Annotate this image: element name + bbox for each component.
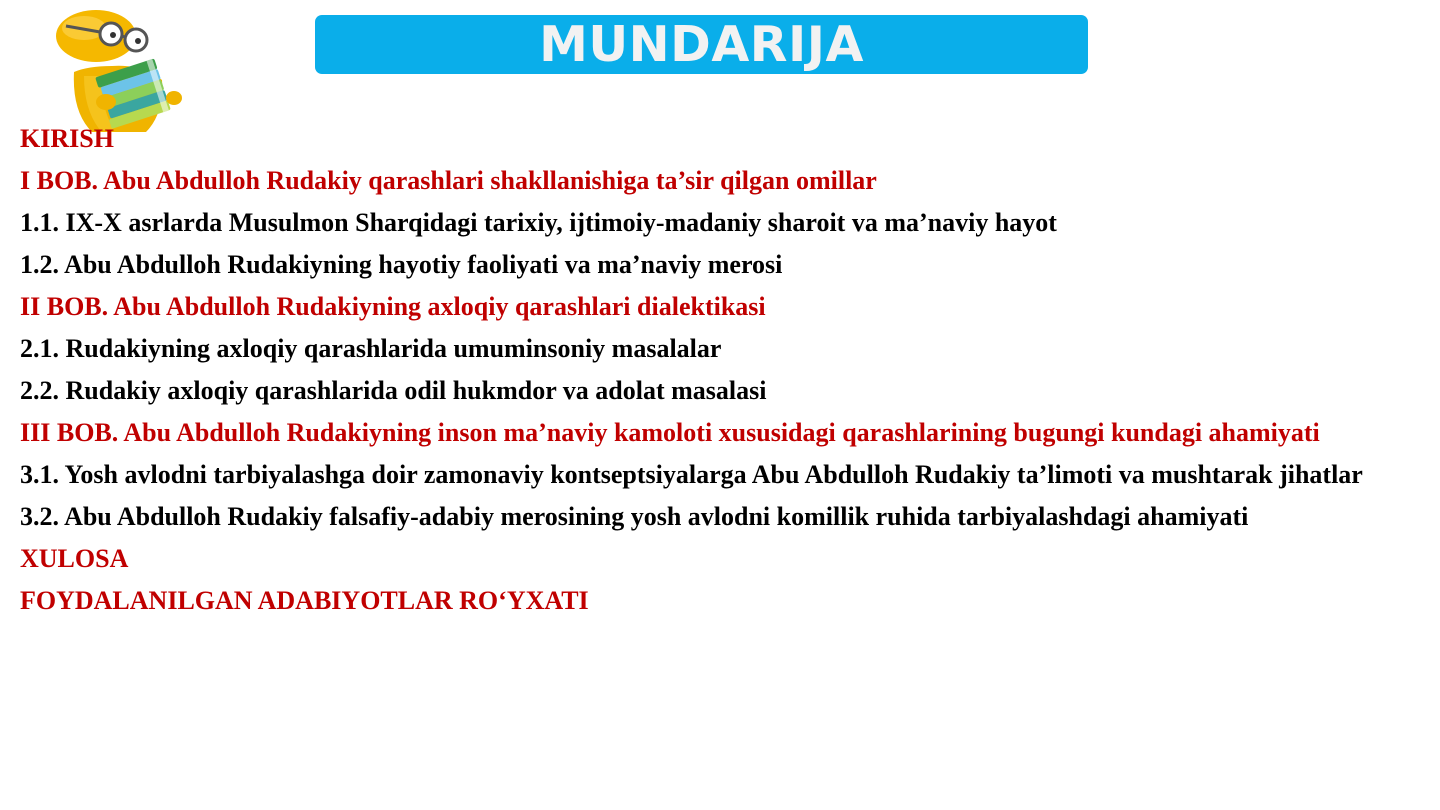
toc-subheading: 2.2. Rudakiy axloqiy qarashlarida odil hukmdor va adolat masalasi: [20, 376, 767, 405]
toc-subheading: 2.1. Rudakiyning axloqiy qarashlarida umuminsoniy masalalar: [20, 334, 722, 363]
toc-heading: FOYDALANILGAN ADABIYOTLAR RO‘YXATI: [20, 586, 589, 615]
toc-subheading: 1.2. Abu Abdulloh Rudakiyning hayotiy faoliyati va ma’naviy merosi: [20, 250, 783, 279]
toc-subheading: 3.2. Abu Abdulloh Rudakiy falsafiy-adabiy merosining yosh avlodni komillik ruhida tarbiyalashdagi ahamiyati: [20, 502, 1249, 531]
page-title: MUNDARIJA: [539, 16, 864, 73]
table-of-contents: [20, 121, 1396, 625]
toc-heading: I BOB. Abu Abdulloh Rudakiy qarashlari shakllanishiga ta’sir qilgan omillar: [20, 166, 877, 195]
toc-heading: XULOSA: [20, 544, 129, 573]
toc-heading: II BOB. Abu Abdulloh Rudakiyning axloqiy qarashlari dialektikasi: [20, 292, 766, 321]
title-banner: [315, 15, 1088, 74]
reading-mascot-icon: [14, 2, 204, 134]
toc-subheading: 1.1. IX-X asrlarda Musulmon Sharqidagi tarixiy, ijtimoiy-madaniy sharoit va ma’naviy hayot: [20, 208, 1057, 237]
toc-heading: KIRISH: [20, 124, 114, 153]
toc-subheading: 3.1. Yosh avlodni tarbiyalashga doir zamonaviy kontseptsiyalarga Abu Abdulloh Rudakiy ta’limoti va mushtarak jihatlar: [20, 460, 1363, 489]
toc-heading: III BOB. Abu Abdulloh Rudakiyning inson ma’naviy kamoloti xususidagi qarashlarining bugungi kundagi ahamiyati: [20, 418, 1320, 447]
